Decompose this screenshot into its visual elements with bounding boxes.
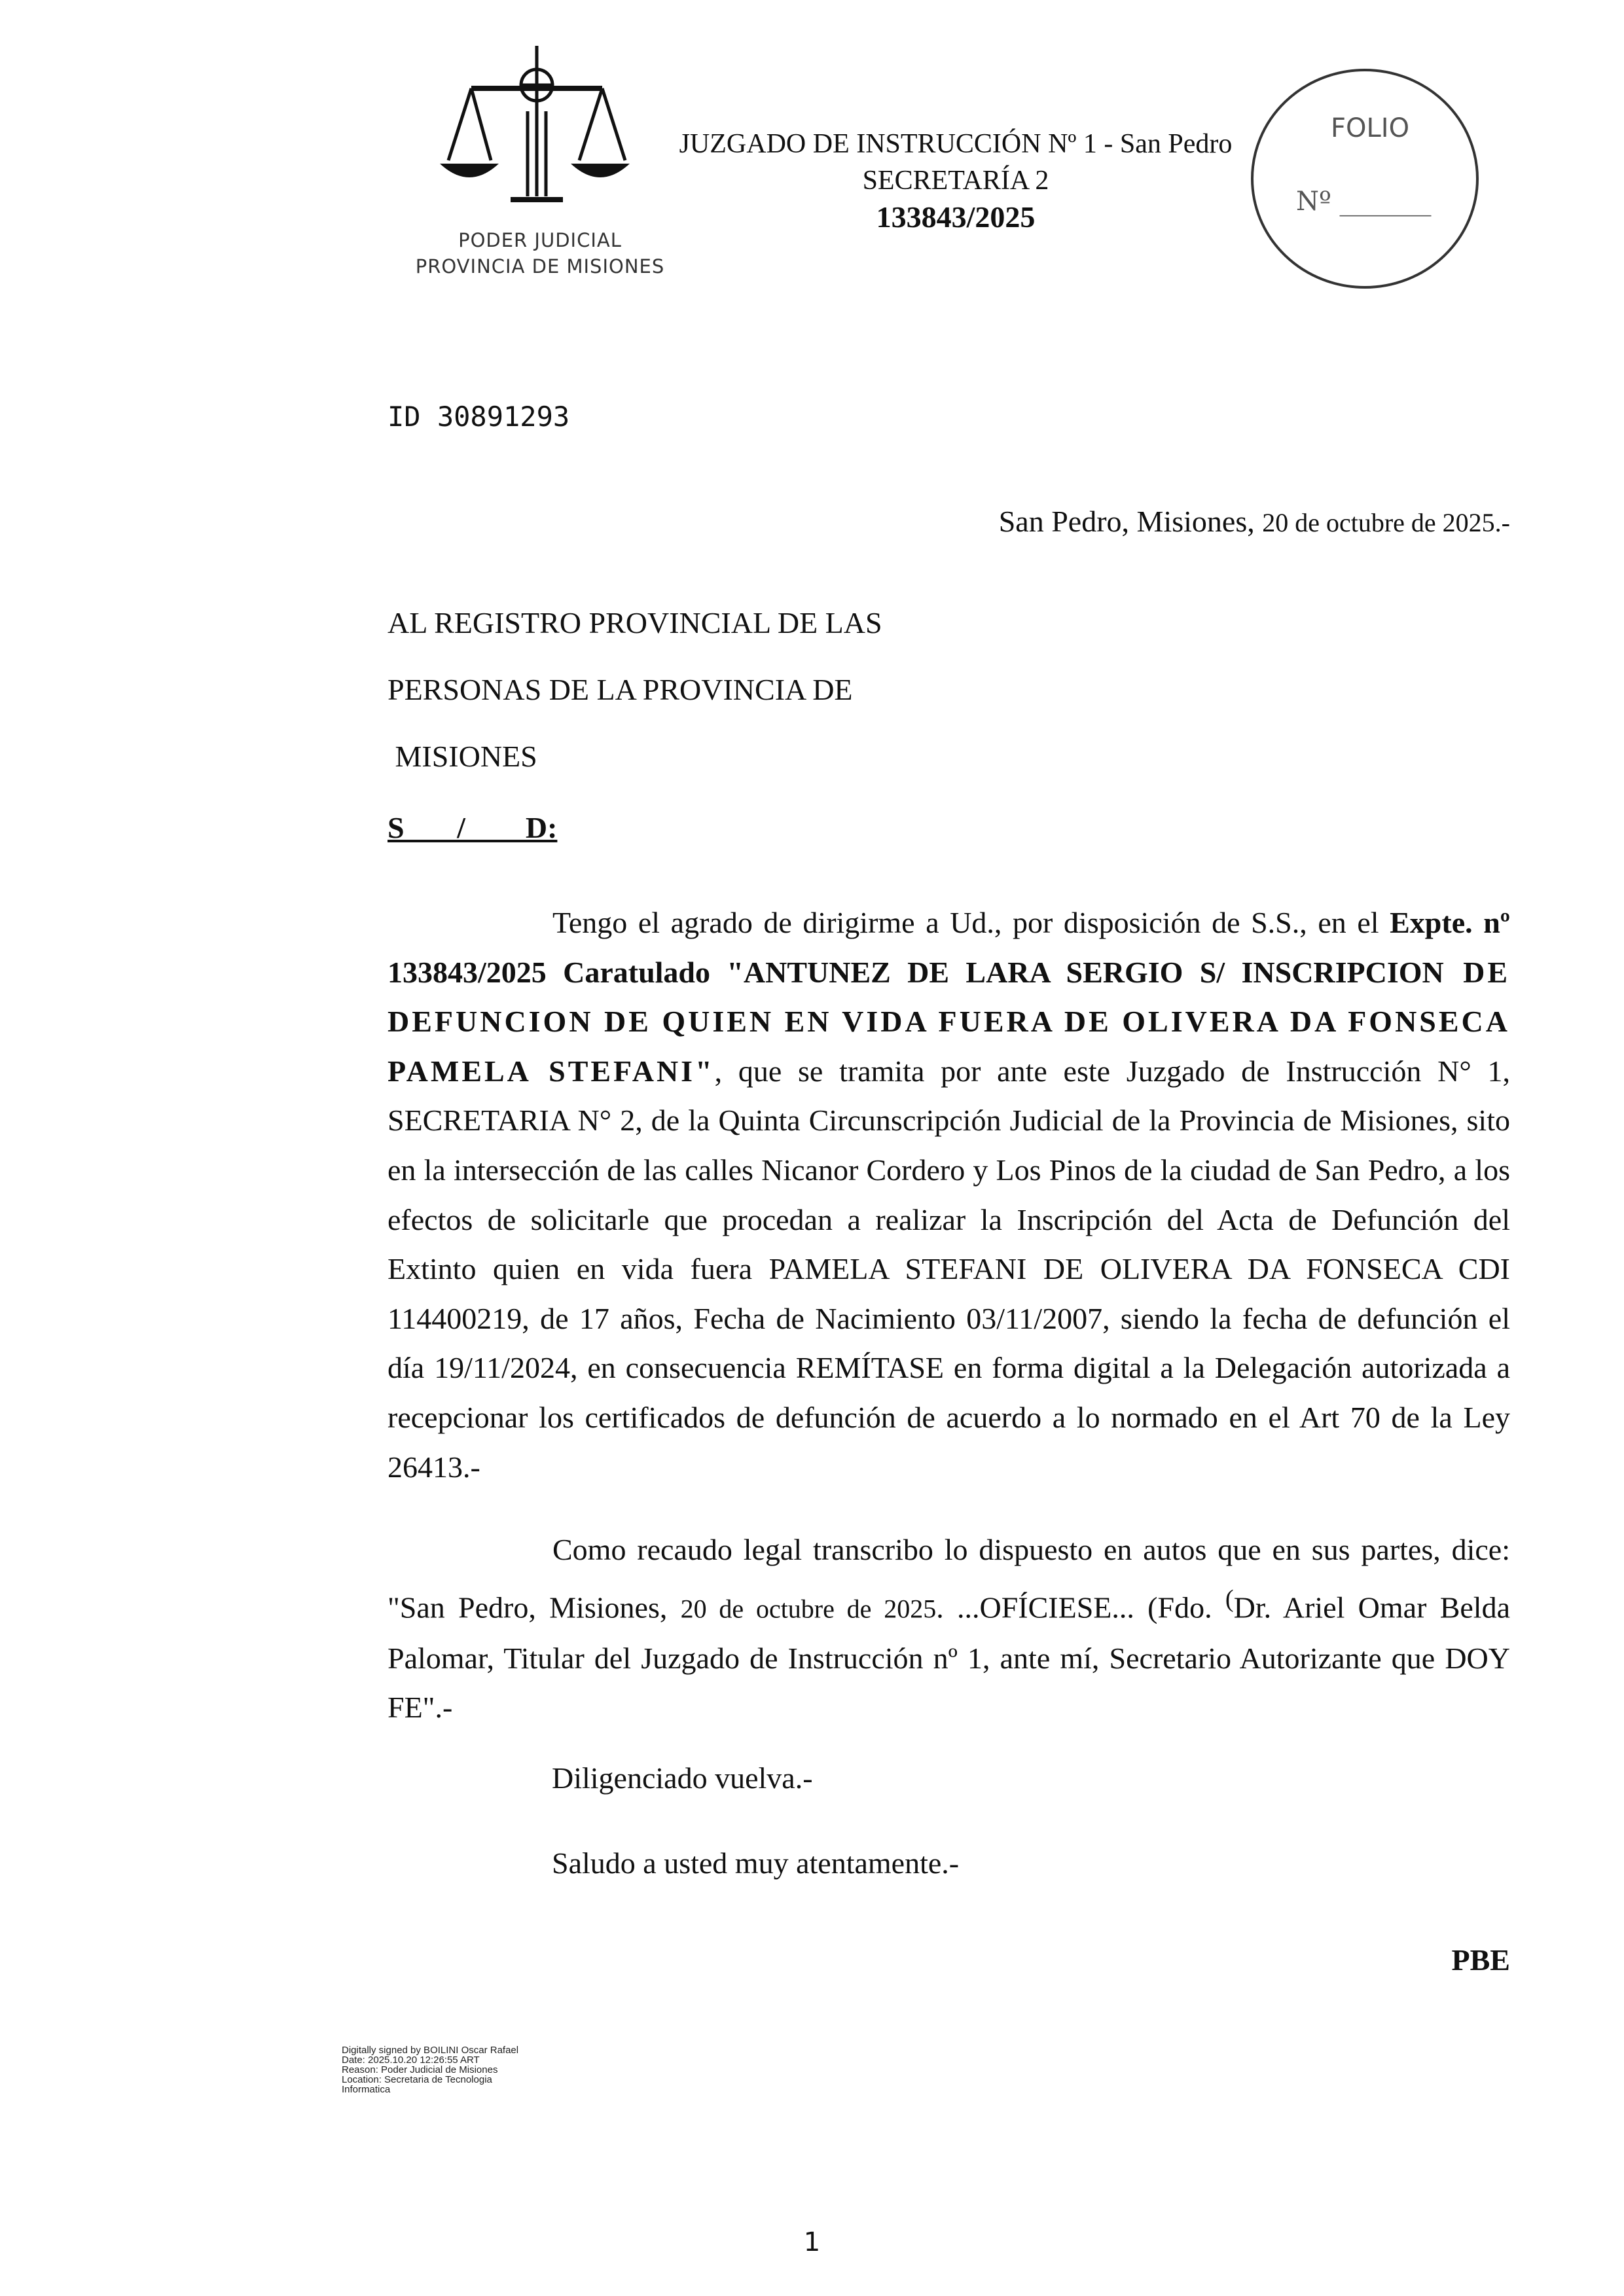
- document-date: [999, 504, 1510, 539]
- closing-saludo: Saludo a usted muy atentamente.-: [552, 1846, 960, 1880]
- signature-line-5: Informatica: [342, 2084, 391, 2095]
- judicial-logo: [399, 39, 681, 288]
- signature-line-2: Date: 2025.10.20 12:26:55 ART: [342, 2054, 480, 2066]
- p2-a: Como recaudo legal transcribo lo dispuesto en autos que en sus partes, dice: "San Pedro, Misiones,: [388, 1533, 1510, 1624]
- signature-line-4: Location: Secretaria de Tecnologia: [342, 2074, 492, 2085]
- logo-line-2: PROVINCIA DE MISIONES: [415, 255, 665, 278]
- signature-line-1: Digitally signed by BOILINI Oscar Rafael: [342, 2045, 519, 2056]
- body-paragraph-1: [388, 898, 1510, 1492]
- date-value: 20 de octubre de 2025.-: [1262, 508, 1510, 537]
- digital-signature: [342, 2045, 518, 2094]
- addressee-line-1: AL REGISTRO PROVINCIAL DE LAS: [388, 606, 882, 639]
- p1-intro: Tengo el agrado de dirigirme a Ud., por disposición de S.S., en el: [552, 906, 1390, 939]
- p2-b: . ...OFÍCIESE... (Fdo.: [936, 1590, 1225, 1624]
- initials: PBE: [1451, 1943, 1510, 1977]
- p1-rest: , que se tramita por ante este Juzgado de Instrucción N° 1, SECRETARIA N° 2, de la Quinta Circunscripción Judicial de la Provincia de Misiones, sito en la intersección de las calles Nicanor Cordero y Los Pinos de la ciudad de San Pedro, a los efectos de solicitarle que procedan a realizar la Inscripción del Acta de Defunción del Extinto quien en vida fuera PAMELA STEFANI DE OLIVERA DA FONSECA CDI 114400219, de 17 años, Fecha de Nacimiento 03/11/2007, siendo la fecha de defunción el día 19/11/2024, en consecuencia REMÍTASE en forma digital a la Delegación autorizada a recepcionar los certificados de defunción de acuerdo a lo normado en el Art 70 de la Ley 26413.-: [388, 1054, 1510, 1484]
- scales-of-justice-icon: [399, 39, 681, 236]
- folio-title: FOLIO: [1331, 113, 1410, 143]
- salutation-sd: S / D:: [388, 811, 558, 844]
- closing-diligenciado: Diligenciado vuelva.-: [552, 1761, 813, 1795]
- document-id: ID 30891293: [388, 401, 570, 433]
- folio-number: Nº _______: [1296, 187, 1432, 217]
- folio-circle-icon: [1247, 62, 1483, 298]
- case-number: 133843/2025: [876, 200, 1036, 234]
- addressee-line-3: MISIONES: [388, 740, 537, 773]
- body-paragraph-2: [388, 1525, 1510, 1732]
- folio-stamp: [1247, 62, 1483, 298]
- date-place: San Pedro, Misiones,: [998, 505, 1263, 538]
- page-number: 1: [803, 2227, 821, 2257]
- p2-date: 20 de octubre de 2025: [680, 1593, 937, 1623]
- p1-case-title: Expte. nº 133843/2025 Caratulado "ANTUNEZ DE LARA SERGIO S/ INSCRIPCION: [388, 906, 1510, 989]
- secretaria: SECRETARÍA 2: [862, 166, 1049, 196]
- logo-line-1: PODER JUDICIAL: [458, 229, 622, 251]
- p1-case-title-continued: DE DEFUNCION DE QUIEN EN VIDA FUERA DE OLIVERA DA FONSECA PAMELA STEFANI": [388, 955, 1511, 1088]
- signature-line-3: Reason: Poder Judicial de Misiones: [342, 2064, 498, 2075]
- addressee-line-2: PERSONAS DE LA PROVINCIA DE: [388, 673, 853, 706]
- court-header: [655, 126, 1257, 236]
- p2-c: Dr. Ariel Omar Belda Palomar, Titular del Juzgado de Instrucción nº 1, ante mí, Secretario Autorizante que DOY FE".-: [388, 1590, 1510, 1725]
- court-name: JUZGADO DE INSTRUCCIÓN Nº 1 - San Pedro: [679, 129, 1233, 159]
- p2-paren: (: [1225, 1585, 1234, 1613]
